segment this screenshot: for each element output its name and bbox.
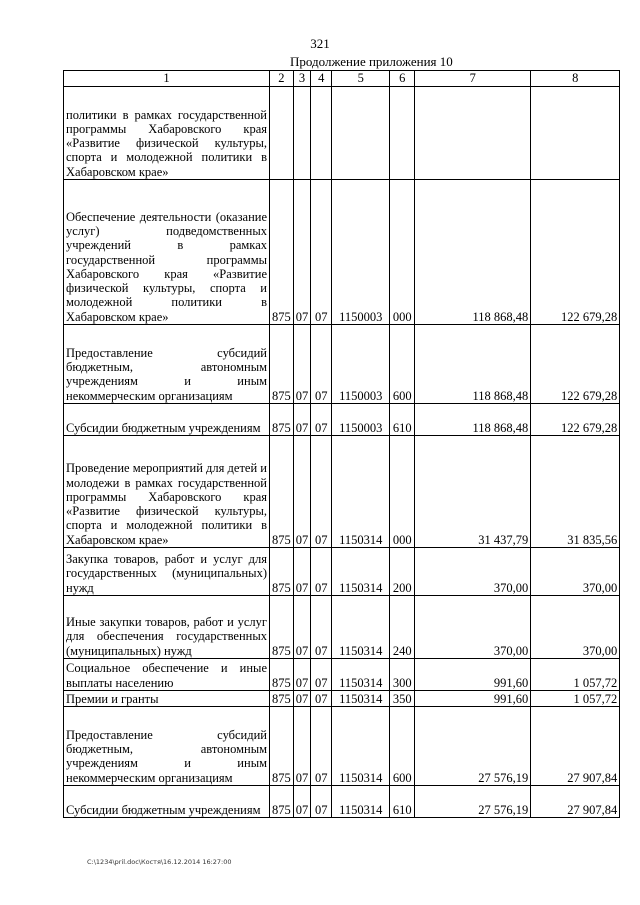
column-header: 4 xyxy=(311,71,332,87)
amount-cell-col8: 27 907,84 xyxy=(531,786,620,818)
admin-code-cell: 875 xyxy=(270,325,294,404)
target-article-cell: 1150314 xyxy=(332,596,390,659)
amount-cell-col8 xyxy=(531,87,620,180)
amount-cell-col7: 370,00 xyxy=(415,548,531,596)
row-name-cell: Предоставление субсидий бюджетным, автономным учреждениям и иным некоммерческим организациям xyxy=(64,325,270,404)
amount-cell-col8: 122 679,28 xyxy=(531,325,620,404)
admin-code-cell: 875 xyxy=(270,691,294,707)
table-row xyxy=(64,404,620,436)
expense-type-cell: 350 xyxy=(390,691,415,707)
target-article-cell: 1150314 xyxy=(332,707,390,786)
table-row xyxy=(64,596,620,659)
amount-cell-col8: 370,00 xyxy=(531,596,620,659)
row-name-cell: Закупка товаров, работ и услуг для государственных (муниципальных) нужд xyxy=(64,548,270,596)
section-cell: 07 xyxy=(293,596,311,659)
table-row xyxy=(64,548,620,596)
expense-type-cell: 000 xyxy=(390,436,415,548)
section-cell: 07 xyxy=(293,707,311,786)
file-path-footer: C:\1234\pril.doc\Костя\16.12.2014 16:27:00 xyxy=(87,858,232,866)
table-row xyxy=(64,659,620,691)
row-name-cell: Социальное обеспечение и иные выплаты населению xyxy=(64,659,270,691)
target-article-cell: 1150003 xyxy=(332,325,390,404)
budget-table xyxy=(63,70,620,818)
table-row xyxy=(64,707,620,786)
amount-cell-col7: 27 576,19 xyxy=(415,786,531,818)
target-article-cell: 1150003 xyxy=(332,404,390,436)
amount-cell-col8: 31 835,56 xyxy=(531,436,620,548)
admin-code-cell: 875 xyxy=(270,707,294,786)
row-name-cell: политики в рамках государственной программы Хабаровского края «Развитие физической культуры, спорта и молодежной политики в Хабаровском крае» xyxy=(64,87,270,180)
target-article-cell: 1150314 xyxy=(332,786,390,818)
subsection-cell: 07 xyxy=(311,325,332,404)
expense-type-cell: 610 xyxy=(390,404,415,436)
amount-cell-col7: 118 868,48 xyxy=(415,404,531,436)
target-article-cell: 1150314 xyxy=(332,548,390,596)
subsection-cell: 07 xyxy=(311,404,332,436)
row-name-cell: Проведение мероприятий для детей и молодежи в рамках государственной программы Хабаровского края «Развитие физической культуры, спорта и молодежной политики в Хабаровском крае» xyxy=(64,436,270,548)
amount-cell-col7: 27 576,19 xyxy=(415,707,531,786)
admin-code-cell: 875 xyxy=(270,180,294,325)
admin-code-cell: 875 xyxy=(270,436,294,548)
amount-cell-col8: 122 679,28 xyxy=(531,404,620,436)
expense-type-cell xyxy=(390,87,415,180)
subsection-cell: 07 xyxy=(311,659,332,691)
amount-cell-col8: 27 907,84 xyxy=(531,707,620,786)
page-number: 321 xyxy=(310,36,330,51)
table-row xyxy=(64,691,620,707)
subsection-cell: 07 xyxy=(311,786,332,818)
row-name-cell: Иные закупки товаров, работ и услуг для обеспечения государственных (муниципальных) нужд xyxy=(64,596,270,659)
amount-cell-col8: 370,00 xyxy=(531,548,620,596)
row-name-cell: Субсидии бюджетным учреждениям xyxy=(64,404,270,436)
expense-type-cell: 610 xyxy=(390,786,415,818)
column-header: 5 xyxy=(332,71,390,87)
expense-type-cell: 600 xyxy=(390,325,415,404)
amount-cell-col7: 991,60 xyxy=(415,691,531,707)
expense-type-cell: 300 xyxy=(390,659,415,691)
admin-code-cell xyxy=(270,87,294,180)
column-header: 1 xyxy=(64,71,270,87)
admin-code-cell: 875 xyxy=(270,786,294,818)
row-name-cell: Премии и гранты xyxy=(64,691,270,707)
section-cell: 07 xyxy=(293,659,311,691)
column-header: 6 xyxy=(390,71,415,87)
admin-code-cell: 875 xyxy=(270,596,294,659)
subsection-cell: 07 xyxy=(311,548,332,596)
subsection-cell: 07 xyxy=(311,707,332,786)
amount-cell-col8: 122 679,28 xyxy=(531,180,620,325)
amount-cell-col7: 370,00 xyxy=(415,596,531,659)
section-cell: 07 xyxy=(293,436,311,548)
subsection-cell: 07 xyxy=(311,180,332,325)
expense-type-cell: 200 xyxy=(390,548,415,596)
amount-cell-col7: 118 868,48 xyxy=(415,325,531,404)
amount-cell-col8: 1 057,72 xyxy=(531,691,620,707)
target-article-cell xyxy=(332,87,390,180)
admin-code-cell: 875 xyxy=(270,404,294,436)
amount-cell-col8: 1 057,72 xyxy=(531,659,620,691)
column-header: 7 xyxy=(415,71,531,87)
section-cell: 07 xyxy=(293,548,311,596)
subsection-cell: 07 xyxy=(311,691,332,707)
column-header: 2 xyxy=(270,71,294,87)
admin-code-cell: 875 xyxy=(270,659,294,691)
target-article-cell: 1150314 xyxy=(332,436,390,548)
section-cell xyxy=(293,87,311,180)
table-row xyxy=(64,786,620,818)
row-name-cell: Субсидии бюджетным учреждениям xyxy=(64,786,270,818)
amount-cell-col7: 991,60 xyxy=(415,659,531,691)
target-article-cell: 1150314 xyxy=(332,659,390,691)
admin-code-cell: 875 xyxy=(270,548,294,596)
row-name-cell: Предоставление субсидий бюджетным, автономным учреждениям и иным некоммерческим организациям xyxy=(64,707,270,786)
section-cell: 07 xyxy=(293,325,311,404)
column-header: 8 xyxy=(531,71,620,87)
subsection-cell xyxy=(311,87,332,180)
target-article-cell: 1150314 xyxy=(332,691,390,707)
table-row xyxy=(64,436,620,548)
subsection-cell: 07 xyxy=(311,436,332,548)
target-article-cell: 1150003 xyxy=(332,180,390,325)
column-header: 3 xyxy=(293,71,311,87)
expense-type-cell: 600 xyxy=(390,707,415,786)
amount-cell-col7: 118 868,48 xyxy=(415,180,531,325)
expense-type-cell: 240 xyxy=(390,596,415,659)
appendix-continuation-title: Продолжение приложения 10 xyxy=(290,54,453,69)
column-header-row xyxy=(64,71,620,87)
amount-cell-col7 xyxy=(415,87,531,180)
section-cell: 07 xyxy=(293,691,311,707)
table-row xyxy=(64,325,620,404)
amount-cell-col7: 31 437,79 xyxy=(415,436,531,548)
subsection-cell: 07 xyxy=(311,596,332,659)
table-row xyxy=(64,180,620,325)
table-row xyxy=(64,87,620,180)
section-cell: 07 xyxy=(293,180,311,325)
expense-type-cell: 000 xyxy=(390,180,415,325)
row-name-cell: Обеспечение деятельности (оказание услуг) подведомственных учреждений в рамках государственной программы Хабаровского края «Развитие физической культуры, спорта и молодежной политики в Хабаровском крае» xyxy=(64,180,270,325)
section-cell: 07 xyxy=(293,404,311,436)
section-cell: 07 xyxy=(293,786,311,818)
